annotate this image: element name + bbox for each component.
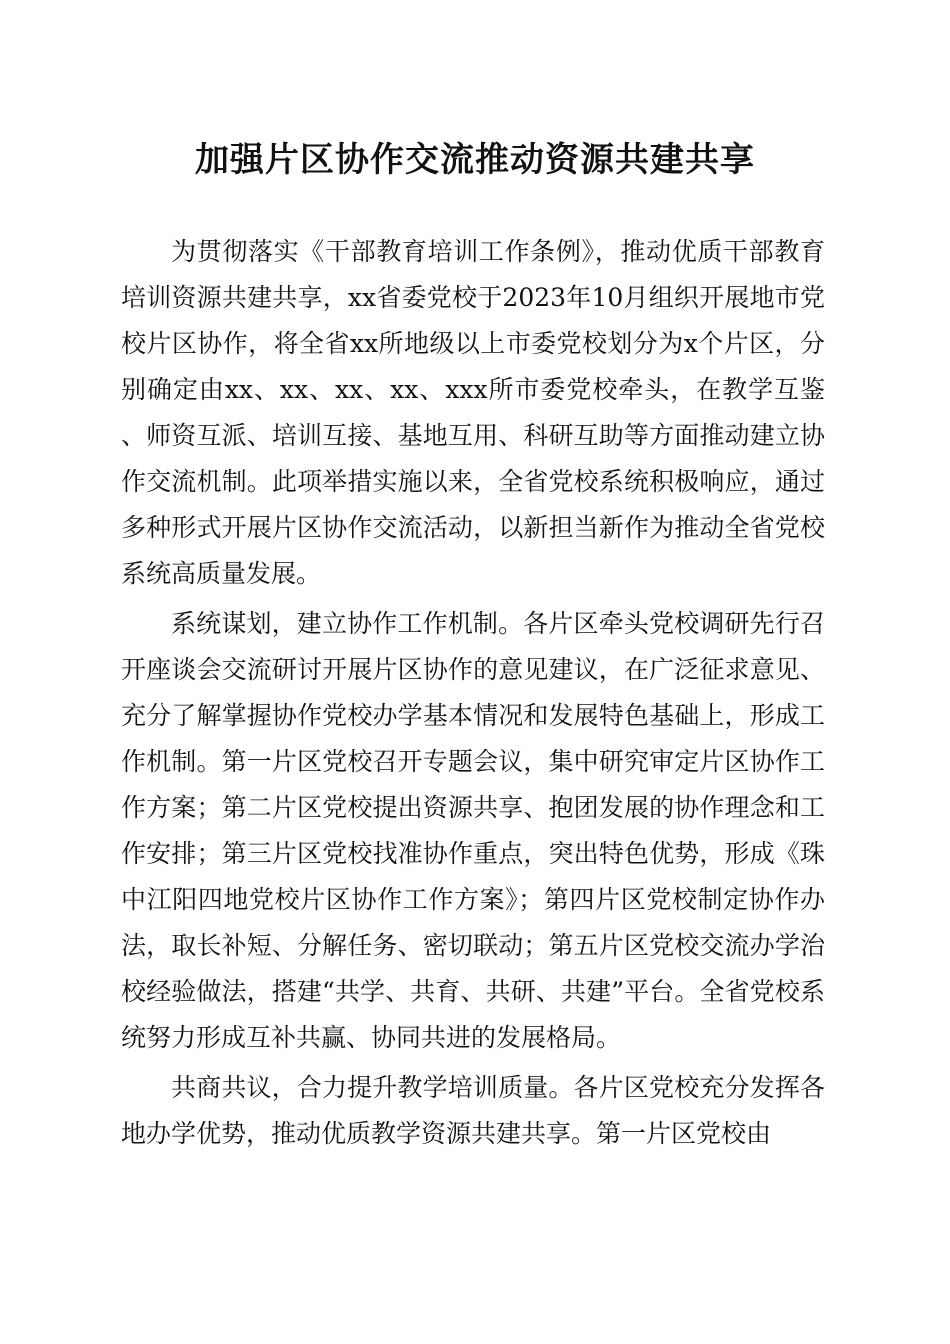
document-body (121, 229, 825, 1161)
document-title: 加强片区协作交流推动资源共建共享 (195, 140, 755, 180)
paragraph-intro: 为贯彻落实《干部教育培训工作条例》，推动优质干部教育培训资源共建共享，xx省委党校于2023年10月组织开展地市党校片区协作，将全省xx所地级以上市委党校划分为x个片区，分别确定由xx、xx、xx、xx、xxx所市委党校牵头，在教学互鉴、师资互派、培训互接、基地互用、科研互助等方面推动建立协作交流机制。此项举措实施以来，全省党校系统积极响应，通过多种形式开展片区协作交流活动，以新担当新作为推动全省党校系统高质量发展。 (121, 237, 825, 588)
paragraph-mechanism: 系统谋划，建立协作工作机制。各片区牵头党校调研先行召开座谈会交流研讨开展片区协作的意见建议，在广泛征求意见、充分了解掌握协作党校办学基本情况和发展特色基础上，形成工作机制。第一片区党校召开专题会议，集中研究审定片区协作工作方案；第二片区党校提出资源共享、抱团发展的协作理念和工作安排；第三片区党校找准协作重点，突出特色优势，形成《珠中江阳四地党校片区协作工作方案》；第四片区党校制定协作办法，取长补短、分解任务、密切联动；第五片区党校交流办学治校经验做法，搭建“共学、共育、共研、共建”平台。全省党校系统努力形成互补共赢、协同共进的发展格局。 (121, 609, 825, 1052)
paragraph-teaching: 共商共议，合力提升教学培训质量。各片区党校充分发挥各地办学优势，推动优质教学资源共建共享。第一片区党校由 (121, 1073, 825, 1148)
